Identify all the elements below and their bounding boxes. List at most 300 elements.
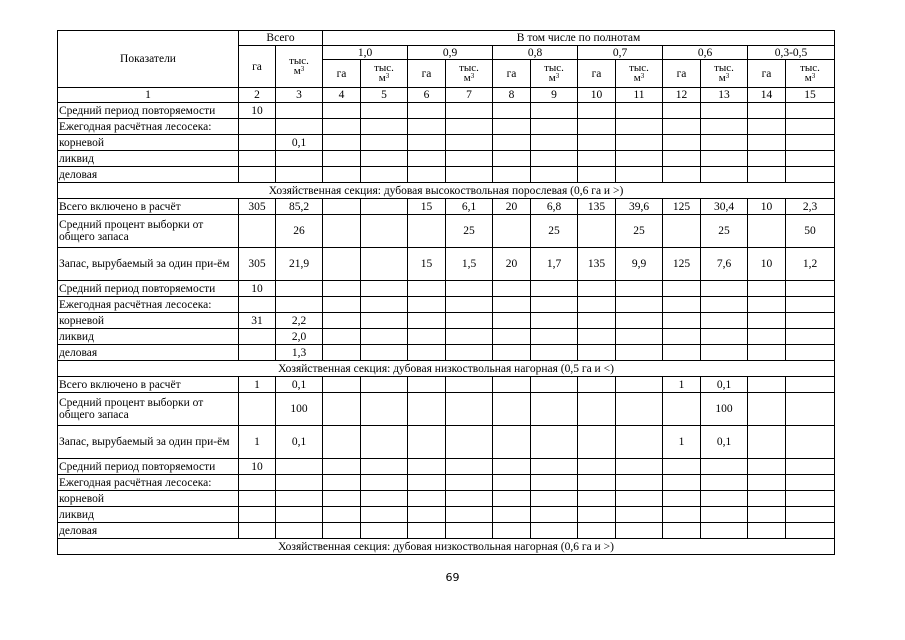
table-cell bbox=[748, 167, 786, 183]
table-cell bbox=[786, 119, 835, 135]
table-cell bbox=[748, 491, 786, 507]
table-cell bbox=[239, 167, 276, 183]
table-row bbox=[58, 167, 835, 183]
table-cell bbox=[239, 507, 276, 523]
table-cell bbox=[446, 507, 493, 523]
table-cell bbox=[531, 119, 578, 135]
table-cell bbox=[361, 167, 408, 183]
table-cell bbox=[493, 523, 531, 539]
table-cell bbox=[663, 215, 701, 248]
table-cell bbox=[786, 167, 835, 183]
table-cell: 7,6 bbox=[701, 248, 748, 281]
table-cell bbox=[408, 281, 446, 297]
table-cell bbox=[748, 329, 786, 345]
column-number: 10 bbox=[578, 88, 616, 103]
table-cell bbox=[531, 475, 578, 491]
row-label: Средний период повторяемости bbox=[58, 103, 239, 119]
table-cell bbox=[786, 377, 835, 393]
row-label: Средний процент выборки от общего запаса bbox=[58, 215, 239, 248]
table-cell bbox=[786, 281, 835, 297]
table-cell bbox=[786, 507, 835, 523]
column-number: 9 bbox=[531, 88, 578, 103]
table-cell bbox=[323, 491, 361, 507]
unit-volume-header: тыс. $м^3$ bbox=[701, 60, 748, 88]
table-row bbox=[58, 119, 835, 135]
table-row bbox=[58, 151, 835, 167]
table-cell bbox=[323, 248, 361, 281]
column-number: 1 bbox=[58, 88, 239, 103]
table-cell bbox=[493, 119, 531, 135]
table-cell bbox=[323, 103, 361, 119]
table-cell bbox=[786, 459, 835, 475]
density-header: 0,7 bbox=[578, 46, 663, 60]
page-number: 69 bbox=[445, 571, 460, 584]
table-cell bbox=[408, 119, 446, 135]
table-cell: 15 bbox=[408, 199, 446, 215]
table-cell bbox=[408, 297, 446, 313]
table-cell: 39,6 bbox=[616, 199, 663, 215]
table-cell: 85,2 bbox=[276, 199, 323, 215]
row-label: Запас, вырубаемый за один при-ём bbox=[58, 426, 239, 459]
table-cell bbox=[786, 475, 835, 491]
table-cell bbox=[531, 329, 578, 345]
table-cell bbox=[748, 459, 786, 475]
table-cell bbox=[239, 345, 276, 361]
table-cell bbox=[616, 329, 663, 345]
column-number: 13 bbox=[701, 88, 748, 103]
table-row bbox=[58, 313, 835, 329]
table-cell bbox=[578, 523, 616, 539]
row-label: деловая bbox=[58, 167, 239, 183]
table-cell: 1,3 bbox=[276, 345, 323, 361]
table-cell bbox=[323, 507, 361, 523]
table-cell bbox=[446, 393, 493, 426]
table-cell: 15 bbox=[408, 248, 446, 281]
column-number: 15 bbox=[786, 88, 835, 103]
table-cell bbox=[531, 313, 578, 329]
table-cell bbox=[786, 135, 835, 151]
table-row bbox=[58, 215, 835, 248]
row-label: Всего включено в расчёт bbox=[58, 199, 239, 215]
table-cell bbox=[361, 345, 408, 361]
table-cell bbox=[408, 167, 446, 183]
table-cell bbox=[663, 119, 701, 135]
table-cell bbox=[361, 313, 408, 329]
table-cell: 135 bbox=[578, 199, 616, 215]
table-cell bbox=[531, 426, 578, 459]
table-cell bbox=[361, 523, 408, 539]
table-cell bbox=[323, 329, 361, 345]
row-label: ликвид bbox=[58, 329, 239, 345]
row-label: Ежегодная расчётная лесосека: bbox=[58, 475, 239, 491]
unit-ha-header: га bbox=[493, 60, 531, 88]
table-cell bbox=[323, 151, 361, 167]
table-cell bbox=[493, 507, 531, 523]
row-label: Ежегодная расчётная лесосека: bbox=[58, 119, 239, 135]
row-label: Средний период повторяемости bbox=[58, 281, 239, 297]
table-cell bbox=[578, 281, 616, 297]
table-cell bbox=[493, 329, 531, 345]
unit-volume-header: тыс. $м^3$ bbox=[616, 60, 663, 88]
table-row bbox=[58, 426, 835, 459]
table-row bbox=[58, 475, 835, 491]
table-cell: 6,1 bbox=[446, 199, 493, 215]
table-cell bbox=[323, 135, 361, 151]
table-cell bbox=[239, 475, 276, 491]
table-cell bbox=[663, 507, 701, 523]
table-row bbox=[58, 103, 835, 119]
table-cell bbox=[748, 345, 786, 361]
row-label: Запас, вырубаемый за один при-ём bbox=[58, 248, 239, 281]
unit-volume-header: тыс. $м^3$ bbox=[531, 60, 578, 88]
table-row bbox=[58, 523, 835, 539]
table-cell: 26 bbox=[276, 215, 323, 248]
table-cell: 2,0 bbox=[276, 329, 323, 345]
table-cell bbox=[493, 393, 531, 426]
table-cell bbox=[239, 491, 276, 507]
table-cell bbox=[701, 329, 748, 345]
table-cell: 0,1 bbox=[276, 426, 323, 459]
column-number: 2 bbox=[239, 88, 276, 103]
table-cell bbox=[663, 313, 701, 329]
row-label: корневой bbox=[58, 135, 239, 151]
table-cell bbox=[748, 215, 786, 248]
table-cell bbox=[748, 135, 786, 151]
table-cell bbox=[361, 248, 408, 281]
table-cell: 125 bbox=[663, 199, 701, 215]
table-cell bbox=[748, 281, 786, 297]
table-cell bbox=[616, 151, 663, 167]
table-cell bbox=[323, 313, 361, 329]
table-row bbox=[58, 491, 835, 507]
table-cell bbox=[239, 523, 276, 539]
table-cell bbox=[493, 313, 531, 329]
table-cell bbox=[578, 475, 616, 491]
by-density-header: В том числе по полнотам bbox=[323, 31, 835, 46]
table-cell bbox=[276, 459, 323, 475]
table-cell: 1,2 bbox=[786, 248, 835, 281]
table-cell bbox=[616, 167, 663, 183]
table-cell bbox=[578, 393, 616, 426]
table-cell bbox=[361, 459, 408, 475]
table-cell bbox=[446, 426, 493, 459]
table-cell bbox=[446, 151, 493, 167]
table-cell bbox=[361, 377, 408, 393]
table-cell bbox=[361, 103, 408, 119]
table-cell bbox=[578, 167, 616, 183]
row-label: Всего включено в расчёт bbox=[58, 377, 239, 393]
table-cell bbox=[616, 377, 663, 393]
row-label: деловая bbox=[58, 345, 239, 361]
table-cell: 0,1 bbox=[276, 135, 323, 151]
table-row bbox=[58, 199, 835, 215]
table-cell bbox=[361, 281, 408, 297]
table-cell: 100 bbox=[276, 393, 323, 426]
table-cell bbox=[701, 297, 748, 313]
table-cell bbox=[323, 167, 361, 183]
table-cell bbox=[361, 507, 408, 523]
unit-ha-header: га bbox=[578, 60, 616, 88]
table-cell: 6,8 bbox=[531, 199, 578, 215]
total-header: Всего bbox=[239, 31, 323, 46]
unit-volume-header: тыс. $м^3$ bbox=[446, 60, 493, 88]
column-number: 6 bbox=[408, 88, 446, 103]
table-cell bbox=[786, 491, 835, 507]
table-cell bbox=[361, 475, 408, 491]
table-cell: 25 bbox=[446, 215, 493, 248]
table-cell: 25 bbox=[701, 215, 748, 248]
table-row bbox=[58, 135, 835, 151]
table-cell bbox=[446, 281, 493, 297]
table-cell bbox=[578, 377, 616, 393]
unit-ha-header: га bbox=[323, 60, 361, 88]
table-cell bbox=[578, 151, 616, 167]
table-cell bbox=[616, 103, 663, 119]
column-number: 7 bbox=[446, 88, 493, 103]
row-label: Средний процент выборки от общего запаса bbox=[58, 393, 239, 426]
table-cell bbox=[531, 491, 578, 507]
table-cell bbox=[276, 167, 323, 183]
table-cell bbox=[663, 523, 701, 539]
table-cell bbox=[616, 459, 663, 475]
table-cell bbox=[323, 345, 361, 361]
table-cell bbox=[446, 345, 493, 361]
table-cell bbox=[663, 167, 701, 183]
table-cell: 31 bbox=[239, 313, 276, 329]
column-number: 14 bbox=[748, 88, 786, 103]
table-cell: 135 bbox=[578, 248, 616, 281]
table-cell bbox=[616, 491, 663, 507]
table-cell bbox=[531, 377, 578, 393]
table-cell: 100 bbox=[701, 393, 748, 426]
table-cell bbox=[578, 345, 616, 361]
table-cell: 21,9 bbox=[276, 248, 323, 281]
table-cell bbox=[616, 475, 663, 491]
row-label: ликвид bbox=[58, 151, 239, 167]
table-cell: 2,2 bbox=[276, 313, 323, 329]
section-title: Хозяйственная секция: дубовая низкоствольная нагорная (0,6 га и >) bbox=[58, 539, 835, 555]
table-cell bbox=[276, 281, 323, 297]
table-cell bbox=[701, 507, 748, 523]
table-cell: 10 bbox=[239, 459, 276, 475]
total-ha-header: га bbox=[239, 46, 276, 88]
table-cell bbox=[616, 345, 663, 361]
table-cell: 1 bbox=[663, 377, 701, 393]
table-cell bbox=[239, 151, 276, 167]
column-number: 8 bbox=[493, 88, 531, 103]
table-row bbox=[58, 281, 835, 297]
table-cell bbox=[663, 393, 701, 426]
table-cell bbox=[616, 507, 663, 523]
table-cell bbox=[446, 313, 493, 329]
table-cell bbox=[748, 393, 786, 426]
table-row bbox=[58, 507, 835, 523]
table-cell bbox=[239, 297, 276, 313]
table-cell bbox=[408, 329, 446, 345]
table-cell bbox=[446, 135, 493, 151]
total-volume-header: тыс. $м^3$ bbox=[276, 46, 323, 88]
table-cell bbox=[408, 345, 446, 361]
table-cell bbox=[531, 393, 578, 426]
table-cell bbox=[663, 135, 701, 151]
table-cell bbox=[361, 135, 408, 151]
table-cell bbox=[276, 475, 323, 491]
table-cell bbox=[701, 151, 748, 167]
table-cell bbox=[446, 103, 493, 119]
table-cell bbox=[531, 135, 578, 151]
table-cell bbox=[408, 459, 446, 475]
table-cell bbox=[361, 329, 408, 345]
table-cell bbox=[361, 393, 408, 426]
table-cell bbox=[701, 313, 748, 329]
row-label: Ежегодная расчётная лесосека: bbox=[58, 297, 239, 313]
table-cell bbox=[701, 119, 748, 135]
table-cell bbox=[578, 103, 616, 119]
table-cell: 10 bbox=[748, 199, 786, 215]
table-cell bbox=[578, 329, 616, 345]
table-cell bbox=[531, 167, 578, 183]
table-cell bbox=[239, 215, 276, 248]
table-cell bbox=[446, 459, 493, 475]
table-cell bbox=[446, 167, 493, 183]
table-cell bbox=[408, 135, 446, 151]
table-cell bbox=[323, 426, 361, 459]
section-title: Хозяйственная секция: дубовая низкоствольная нагорная (0,5 га и <) bbox=[58, 361, 835, 377]
table-cell bbox=[493, 167, 531, 183]
table-cell bbox=[663, 329, 701, 345]
table-cell bbox=[616, 426, 663, 459]
unit-volume-header: тыс. $м^3$ bbox=[786, 60, 835, 88]
table-cell bbox=[578, 119, 616, 135]
table-cell bbox=[701, 135, 748, 151]
table-cell bbox=[616, 393, 663, 426]
table-cell bbox=[408, 215, 446, 248]
table-cell bbox=[663, 297, 701, 313]
table-cell bbox=[493, 491, 531, 507]
section-title: Хозяйственная секция: дубовая высокоствольная порослевая (0,6 га и >) bbox=[58, 183, 835, 199]
table-cell bbox=[361, 151, 408, 167]
table-cell bbox=[531, 297, 578, 313]
table-cell bbox=[578, 135, 616, 151]
table-cell bbox=[663, 491, 701, 507]
table-cell bbox=[663, 475, 701, 491]
section-row bbox=[58, 361, 835, 377]
table-cell bbox=[748, 103, 786, 119]
table-row bbox=[58, 377, 835, 393]
table-cell bbox=[578, 215, 616, 248]
table-cell bbox=[446, 377, 493, 393]
table-cell bbox=[578, 313, 616, 329]
column-number: 3 bbox=[276, 88, 323, 103]
table-cell bbox=[446, 491, 493, 507]
table-cell bbox=[493, 459, 531, 475]
table-cell bbox=[663, 459, 701, 475]
table-cell: 9,9 bbox=[616, 248, 663, 281]
table-cell bbox=[663, 103, 701, 119]
table-cell bbox=[786, 426, 835, 459]
table-cell bbox=[531, 523, 578, 539]
table-cell bbox=[786, 297, 835, 313]
table-cell bbox=[323, 393, 361, 426]
table-cell bbox=[701, 281, 748, 297]
table-cell bbox=[276, 523, 323, 539]
table-cell bbox=[701, 459, 748, 475]
table-cell bbox=[446, 329, 493, 345]
table-cell bbox=[446, 119, 493, 135]
table-cell bbox=[408, 491, 446, 507]
column-number: 12 bbox=[663, 88, 701, 103]
table-cell: 0,1 bbox=[701, 377, 748, 393]
table-cell bbox=[531, 151, 578, 167]
table-cell bbox=[239, 119, 276, 135]
unit-ha-header: га bbox=[748, 60, 786, 88]
table-cell bbox=[323, 523, 361, 539]
table-cell bbox=[493, 377, 531, 393]
table-cell: 1,7 bbox=[531, 248, 578, 281]
table-cell bbox=[701, 523, 748, 539]
row-label: ликвид bbox=[58, 507, 239, 523]
table-cell bbox=[239, 329, 276, 345]
table-cell bbox=[361, 215, 408, 248]
unit-ha-header: га bbox=[663, 60, 701, 88]
table-cell bbox=[493, 297, 531, 313]
table-cell bbox=[323, 215, 361, 248]
table-cell bbox=[748, 523, 786, 539]
table-cell bbox=[276, 103, 323, 119]
table-cell: 25 bbox=[616, 215, 663, 248]
table-row bbox=[58, 329, 835, 345]
table-cell bbox=[786, 345, 835, 361]
row-label: деловая bbox=[58, 523, 239, 539]
table-cell bbox=[616, 135, 663, 151]
row-label: корневой bbox=[58, 313, 239, 329]
density-header: 0,6 bbox=[663, 46, 748, 60]
table-cell bbox=[786, 523, 835, 539]
density-header: 0,3-0,5 bbox=[748, 46, 835, 60]
table-cell bbox=[616, 281, 663, 297]
table-cell bbox=[493, 151, 531, 167]
table-cell bbox=[786, 393, 835, 426]
table-cell bbox=[276, 297, 323, 313]
table-cell: 305 bbox=[239, 248, 276, 281]
table-cell: 10 bbox=[239, 281, 276, 297]
table-cell bbox=[531, 103, 578, 119]
table-cell bbox=[748, 475, 786, 491]
table-cell bbox=[663, 151, 701, 167]
table-cell bbox=[616, 523, 663, 539]
table-cell bbox=[323, 281, 361, 297]
table-cell bbox=[701, 475, 748, 491]
table-cell bbox=[786, 103, 835, 119]
table-cell bbox=[701, 345, 748, 361]
table-cell bbox=[748, 313, 786, 329]
table-cell bbox=[408, 475, 446, 491]
table-cell bbox=[578, 459, 616, 475]
table-cell bbox=[408, 377, 446, 393]
column-number: 4 bbox=[323, 88, 361, 103]
table-cell bbox=[663, 345, 701, 361]
table-cell bbox=[616, 313, 663, 329]
table-cell bbox=[239, 135, 276, 151]
column-number: 5 bbox=[361, 88, 408, 103]
table-cell bbox=[493, 103, 531, 119]
table-cell bbox=[276, 491, 323, 507]
table-cell bbox=[493, 135, 531, 151]
table-cell bbox=[323, 377, 361, 393]
table-cell bbox=[531, 459, 578, 475]
table-cell bbox=[748, 426, 786, 459]
table-cell bbox=[701, 167, 748, 183]
